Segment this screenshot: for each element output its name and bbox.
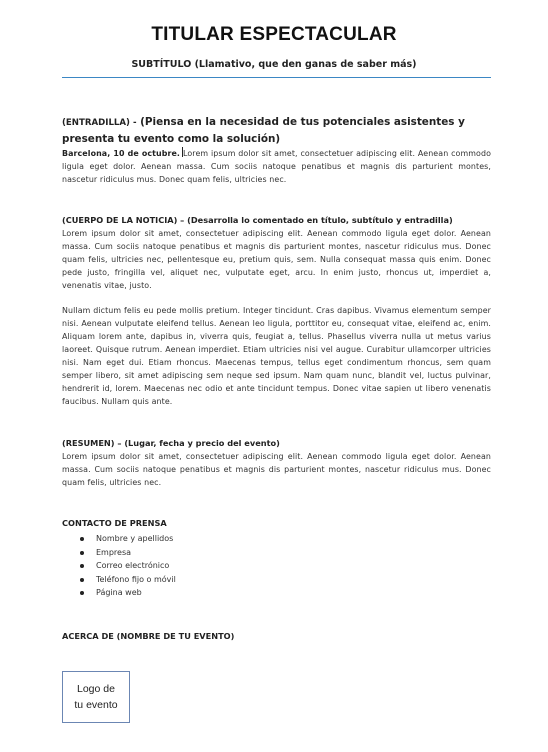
spacer [62, 600, 491, 630]
lead-dateline: Barcelona, 10 de octubre. [62, 149, 180, 158]
logo-placeholder-line: Logo de [77, 683, 115, 695]
spacer [62, 292, 491, 304]
document-body[interactable] [62, 114, 491, 643]
body-paragraph-2[interactable]: Nullam dictum felis eu pede mollis pretium. Integer tincidunt. Cras dapibus. Vivamus elementum semper nisi. Aenean vulputate eleifend tellus. Aenean leo ligula, porttitor eu, consequat vitae, eleifend ac, enim. Aliquam lorem ante, dapibus in, viverra quis, feugiat a, tellus. Phasellus viverra nulla ut metus varius laoreet. Quisque rutrum. Aenean imperdiet. Etiam ultricies nisi vel augue. Curabitur ullamcorper ultricies nisi. Nam eget dui. Etiam rhoncus. Maecenas tempus, tellus eget condimentum rhoncus, sem quam semper libero, sit amet adipiscing sem neque sed ipsum. Nam quam nunc, blandit vel, luctus pulvinar, hendrerit id, lorem. Maecenas nec odio et ante tincidunt tempus. Donec vitae sapien ut libero venenatis faucibus. Nullam quis ante. [62, 306, 491, 406]
bullet-icon [80, 564, 84, 568]
list-item[interactable] [96, 586, 491, 600]
contact-list [62, 532, 491, 600]
document-title: TITULAR ESPECTACULAR [151, 24, 397, 45]
contact-heading: CONTACTO DE PRENSA [62, 518, 167, 528]
lead-heading-text: (Piensa en la necesidad de tus potenciales asistentes y presenta tu evento como la solución) [62, 116, 465, 145]
spacer [62, 408, 491, 437]
bullet-icon [80, 551, 84, 555]
title-divider [62, 77, 491, 78]
logo-placeholder-line: tu evento [74, 699, 118, 711]
lead-heading [62, 114, 491, 147]
body-paragraph-1[interactable]: Lorem ipsum dolor sit amet, consectetuer adipiscing elit. Aenean commodo ligula eget dolor. Aenean massa. Cum sociis natoque penatibus et magnis dis parturient montes, nascetur ridiculus mus. Donec quam felis, ultricies nec, pellentesque eu, pretium quis, sem. Nulla consequat massa quis enim. Donec pede justo, fringilla vel, aliquet nec, vulputate eget, arcu. In enim justo, rhoncus ut, imperdiet a, venenatis vitae, justo. [62, 229, 491, 290]
lead-tag: (ENTRADILLA) - [62, 118, 137, 128]
contact-item-label: Empresa [96, 547, 132, 557]
list-item[interactable] [96, 559, 491, 573]
bullet-icon [80, 591, 84, 595]
summary-paragraph[interactable]: Lorem ipsum dolor sit amet, consectetuer adipiscing elit. Aenean commodo ligula eget dolor. Aenean massa. Cum sociis natoque penatibus et magnis dis parturient montes, nascetur ridiculus mus. Donec quam felis, ultricies nec. [62, 452, 491, 487]
about-heading: ACERCA DE (NOMBRE DE TU EVENTO) [62, 630, 235, 641]
spacer [62, 489, 491, 517]
list-item[interactable] [96, 546, 491, 560]
bullet-icon [80, 578, 84, 582]
contact-item-label: Correo electrónico [96, 561, 170, 571]
list-item[interactable] [96, 532, 491, 546]
document-subtitle: SUBTÍTULO (Llamativo, que den ganas de saber más) [131, 59, 417, 70]
spacer [62, 186, 491, 214]
logo-placeholder-text [74, 681, 117, 713]
contact-item-label: Nombre y apellidos [96, 534, 174, 543]
lead-text: Lorem ipsum dolor sit amet, consectetuer adipiscing elit. Aenean commodo ligula eget dolor. Aenean massa. Cum sociis natoque penatibus et magnis dis parturient montes, nascetur ridiculus mus. Donec quam felis, ultricies nec. [62, 149, 491, 184]
bullet-icon [80, 537, 84, 541]
summary-heading: (RESUMEN) – (Lugar, fecha y precio del evento) [62, 438, 280, 448]
body-heading: (CUERPO DE LA NOTICIA) – (Desarrolla lo comentado en título, subtítulo y entradilla) [62, 215, 453, 225]
list-item[interactable] [96, 573, 491, 587]
lead-paragraph[interactable] [62, 147, 491, 186]
contact-item-label: Teléfono fijo o móvil [96, 574, 176, 584]
contact-item-label: Página web [96, 588, 142, 598]
logo-placeholder[interactable] [62, 671, 130, 723]
